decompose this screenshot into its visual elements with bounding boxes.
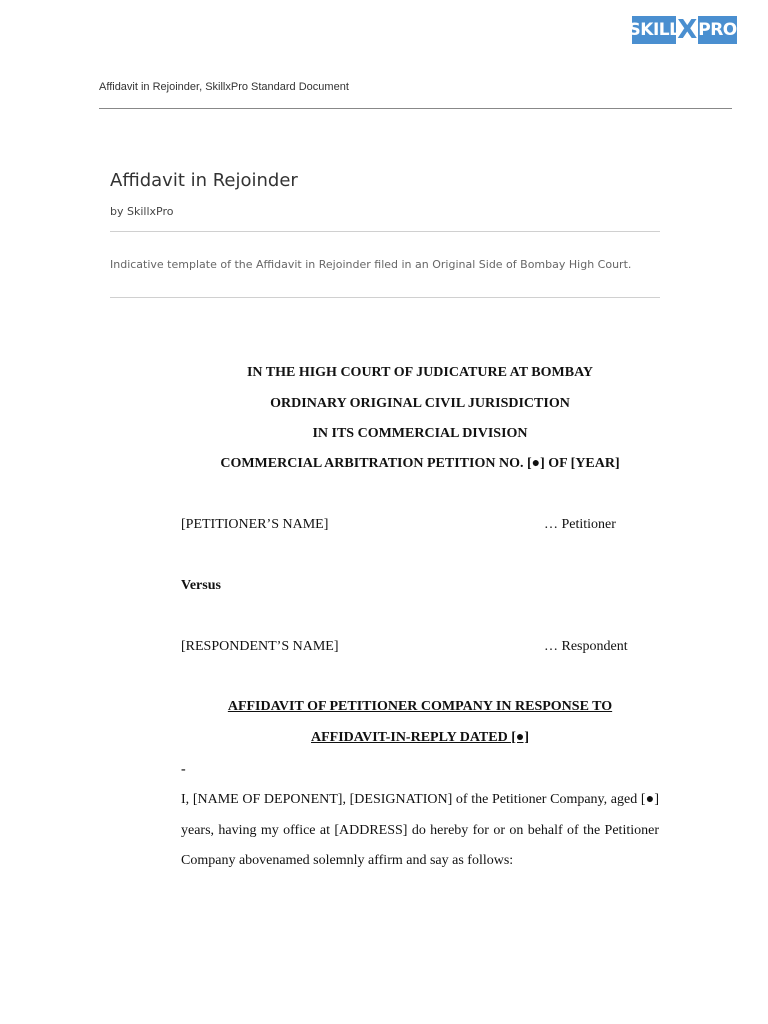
respondent-name: [RESPONDENT’S NAME] (181, 639, 339, 654)
logo-x: X (677, 15, 697, 45)
header-divider (99, 108, 732, 109)
court-line-1: IN THE HIGH COURT OF JUDICATURE AT BOMBAY (246, 365, 594, 380)
versus-label: Versus (181, 578, 221, 593)
court-line-4: COMMERCIAL ARBITRATION PETITION NO. [●] OF [YEAR] (220, 456, 620, 471)
document-description: Indicative template of the Affidavit in Rejoinder filed in an Original Side of Bombay High Court. (110, 258, 632, 271)
divider (110, 231, 660, 232)
document-title: Affidavit in Rejoinder (110, 170, 298, 191)
respondent-role: … Respondent (544, 639, 628, 654)
court-line-2: ORDINARY ORIGINAL CIVIL JURISDICTION (270, 396, 570, 411)
court-line-3: IN ITS COMMERCIAL DIVISION (312, 426, 528, 441)
affirmation-paragraph: I, [NAME OF DEPONENT], [DESIGNATION] of the Petitioner Company, aged [●] years, having my office at [ADDRESS] do hereby for or on behalf of the Petitioner Company abovenamed solemnly affirm and say as follows: (181, 792, 659, 868)
affidavit-heading-line-2: AFFIDAVIT-IN-REPLY DATED [●] (311, 730, 529, 745)
skillxpro-logo (628, 15, 737, 45)
affidavit-heading-line-1: AFFIDAVIT OF PETITIONER COMPANY IN RESPONSE TO (227, 699, 613, 714)
logo-right: PRO (698, 16, 737, 44)
dash-mark: - (181, 762, 186, 777)
running-header: Affidavit in Rejoinder, SkillxPro Standard Document (99, 81, 349, 93)
logo-left: SKILL (632, 16, 676, 44)
divider (110, 297, 660, 298)
byline: by SkillxPro (110, 205, 174, 218)
petitioner-name: [PETITIONER’S NAME] (181, 517, 329, 532)
petitioner-role: … Petitioner (544, 517, 616, 532)
